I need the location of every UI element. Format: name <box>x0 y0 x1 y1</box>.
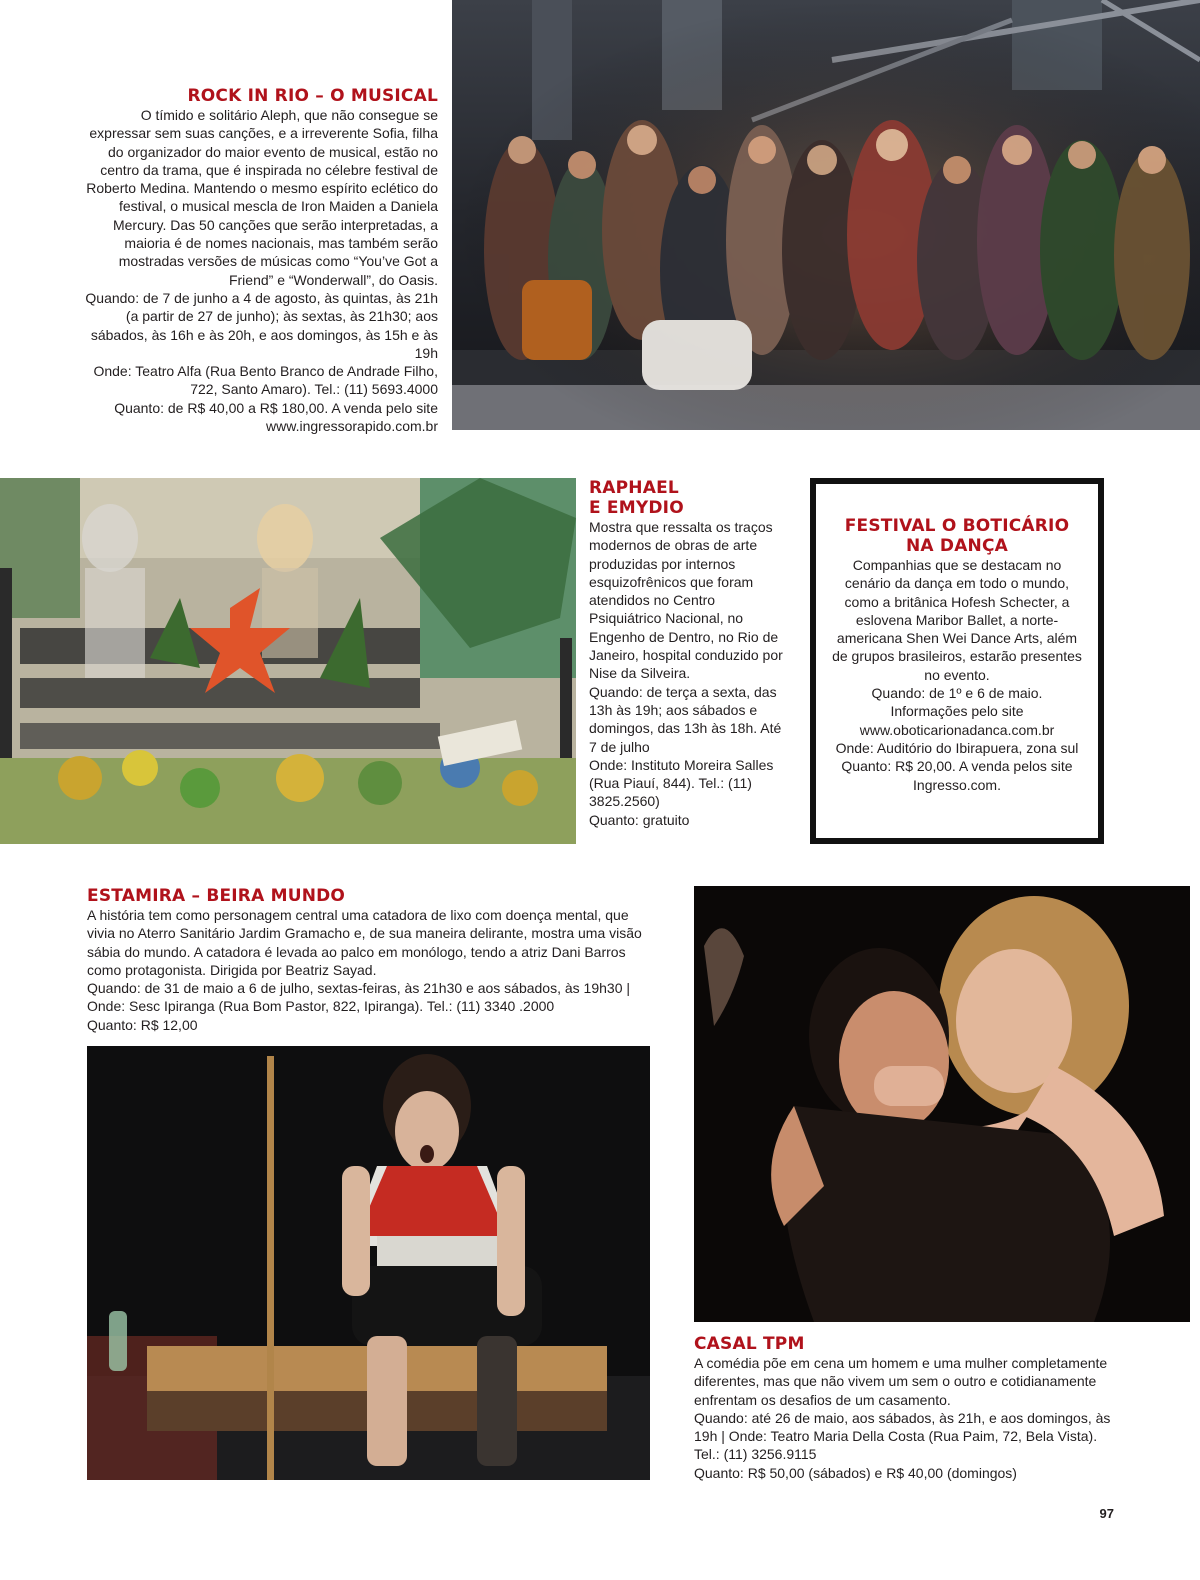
boticario-body: Companhias que se destacam no cenário da dança em todo o mundo, como a britânica Hofesh Schecter, a eslovena Maribor Ballet, a norte-americana Shen Wei Dance Arts, além de grupos brasileiros, estarão presentes no evento. <box>832 557 1082 683</box>
casal-tpm-body: A comédia põe em cena um homem e uma mulher completamente diferentes, mas que não vivem um sem o outro e cotidianamente enfrentam os desafios de um casamento. <box>694 1355 1108 1408</box>
boticario-title-line2: NA DANÇA <box>905 536 1009 556</box>
casal-tpm-article <box>694 1334 1114 1482</box>
casal-tpm-title: CASAL TPM <box>694 1334 805 1354</box>
boticario-when: Quando: de 1º e 6 de maio. <box>871 685 1043 702</box>
raphael-title-line1: RAPHAEL <box>589 478 679 498</box>
raphael-emydio-painting <box>0 478 576 844</box>
rock-in-rio-price: Quanto: de R$ 40,00 a R$ 180,00. A venda pelo site www.ingressorapido.com.br <box>114 399 438 435</box>
estamira-article <box>87 886 653 1034</box>
boticario-title-line1: FESTIVAL O BOTICÁRIO <box>844 516 1070 536</box>
boticario-price: Quanto: R$ 20,00. A venda pelos site Ingresso.com. <box>841 758 1073 793</box>
casal-tpm-photo <box>694 886 1190 1322</box>
casal-tpm-details: Quando: até 26 de maio, aos sábados, às 21h, e aos domingos, às 19h | Onde: Teatro Maria Della Costa (Rua Paim, 72, Bela Vista). Tel.: (11) 3256.9115 <box>694 1409 1111 1463</box>
boticario-where: Onde: Auditório do Ibirapuera, zona sul <box>835 739 1079 756</box>
rock-in-rio-body: O tímido e solitário Aleph, que não consegue se expressar sem suas canções, e a irreverente Sofia, filha do organizador do maior evento de musical, estão no centro da trama, que é inspirada no célebre festival de Roberto Medina. Mantendo o mesmo espírito eclético do festival, o musical mescla de Iron Maiden a Daniela Mercury. Das 50 canções que serão interpretadas, a maioria é de nomes nacionais, mas também serão mostradas versões de músicas como “You’ve Got a Friend” e “Wonderwall”, do Oasis. <box>86 107 438 288</box>
estamira-details: Quando: de 31 de maio a 6 de julho, sextas-feiras, às 21h30 e aos sábados, às 19h30 | Onde: Sesc Ipiranga (Rua Bom Pastor, 822, Ipiranga). Tel.: (11) 3340 .2000 <box>87 980 631 1015</box>
rock-in-rio-when: Quando: de 7 de junho a 4 de agosto, às quintas, às 21h (a partir de 27 de junho); às sextas, às 21h30; aos sábados, às 16h e às 20h, e aos domingos, às 15h e às 19h <box>85 289 438 361</box>
boticario-box <box>810 478 1104 844</box>
raphael-where: Onde: Instituto Moreira Salles (Rua Piauí, 844). Tel.: (11) 3825.2560) <box>589 756 774 810</box>
rock-in-rio-article <box>84 86 438 435</box>
raphael-emydio-article <box>589 478 787 829</box>
estamira-price: Quanto: R$ 12,00 <box>87 1016 198 1033</box>
estamira-stage-photo <box>87 1046 650 1480</box>
page-number: 97 <box>1099 1506 1114 1521</box>
raphael-body: Mostra que ressalta os traços modernos de obras de arte produzidas por internos esquizofrênicos que foram atendidos no Centro Psiquiátrico Nacional, no Engenho de Dentro, no Rio de Janeiro, hospital conduzido por Nise da Silveira. <box>589 519 783 682</box>
raphael-when: Quando: de terça a sexta, das 13h às 19h; aos sábados e domingos, das 13h às 18h. Até 7 de julho <box>589 683 782 755</box>
rock-in-rio-stage-photo <box>452 0 1200 430</box>
casal-tpm-price: Quanto: R$ 50,00 (sábados) e R$ 40,00 (domingos) <box>694 1464 1017 1481</box>
raphael-title-line2: E EMYDIO <box>589 498 684 518</box>
estamira-body: A história tem como personagem central uma catadora de lixo com doença mental, que vivia no Aterro Sanitário Jardim Gramacho e, de sua maneira delirante, mostra uma visão sábia do mundo. A catadora é levada ao palco em monólogo, tendo a atriz Dani Barros como protagonista. Dirigida por Beatriz Sayad. <box>87 907 642 978</box>
estamira-title: ESTAMIRA – BEIRA MUNDO <box>87 886 346 906</box>
boticario-title <box>828 516 1086 556</box>
raphael-emydio-title <box>589 478 787 518</box>
boticario-info: Informações pelo site www.oboticarionadanca.com.br <box>859 703 1055 738</box>
raphael-price: Quanto: gratuito <box>589 811 690 828</box>
rock-in-rio-where: Onde: Teatro Alfa (Rua Bento Branco de Andrade Filho, 722, Santo Amaro). Tel.: (11) 5693.4000 <box>93 363 438 398</box>
rock-in-rio-title: ROCK IN RIO – O MUSICAL <box>187 86 438 106</box>
